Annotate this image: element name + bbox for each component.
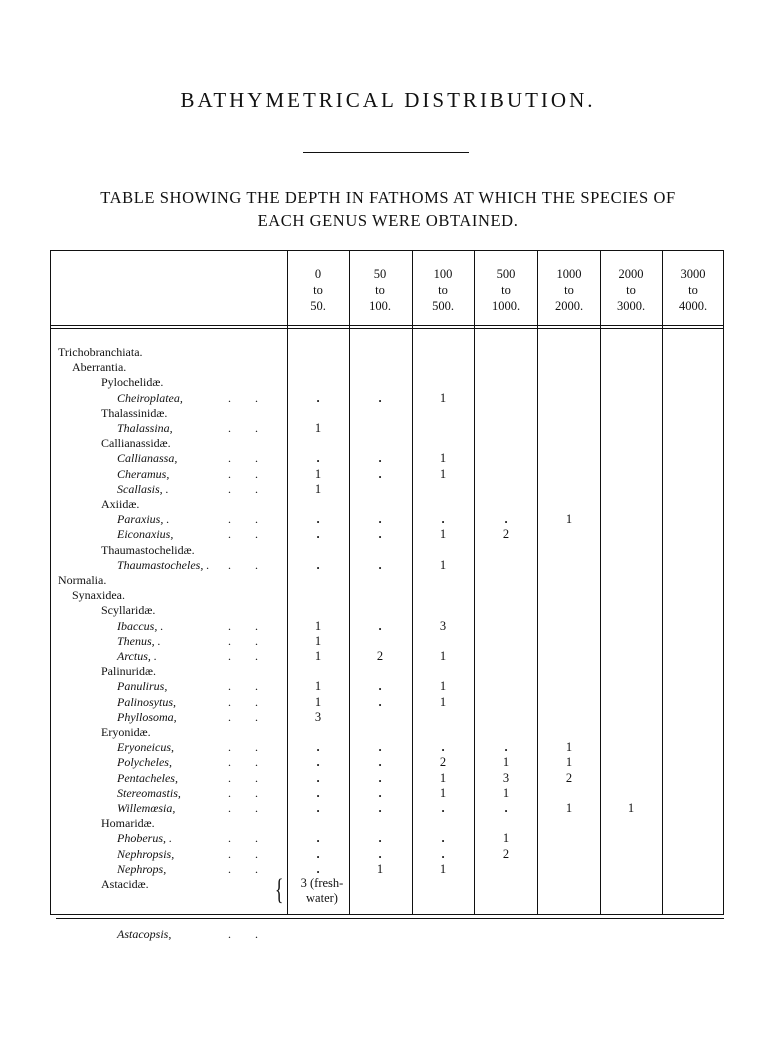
taxon-label: Homaridæ. xyxy=(101,816,155,831)
brace-symbol: { xyxy=(274,873,284,906)
leader-dots: . . xyxy=(228,861,258,876)
genus-label: Nephrops, xyxy=(117,861,167,876)
depth-cell: 1 xyxy=(502,755,510,770)
leader-dots: . . xyxy=(228,846,258,861)
column-header xyxy=(539,266,599,314)
leader-dots: . . xyxy=(228,390,258,405)
depth-cell: . xyxy=(378,846,382,861)
genus-label: Cheramus, xyxy=(117,466,170,481)
depth-cell: 3 xyxy=(314,709,322,724)
depth-cell: . xyxy=(441,801,445,815)
column-header-until: 2000. xyxy=(554,299,584,313)
genus-label: Nephropsis, xyxy=(117,846,175,861)
column-header-to-word: to xyxy=(688,283,698,297)
genus-label: Polycheles, xyxy=(117,755,172,770)
taxon-label: Astacidæ. xyxy=(101,877,149,891)
depth-cell: 1 xyxy=(376,861,384,876)
depth-cell: . xyxy=(441,512,445,527)
column-header-to-word: to xyxy=(626,283,636,297)
taxon-label: Synaxidea. xyxy=(72,588,125,603)
leader-dots: . . xyxy=(228,512,258,527)
depth-cell: 1 xyxy=(439,649,447,663)
genus-label: Pentacheles, xyxy=(117,770,178,785)
taxon-label: Eryonidæ. xyxy=(101,725,151,739)
bottom-rule xyxy=(56,918,724,919)
depth-cell: . xyxy=(378,618,382,633)
depth-cell: 1 xyxy=(439,861,447,876)
genus-label: Stereomastis, xyxy=(117,785,181,800)
column-header-to-word: to xyxy=(438,283,448,297)
column-header xyxy=(413,266,473,314)
depth-cell: . xyxy=(378,466,382,481)
depth-cell: 1 xyxy=(314,481,322,496)
genus-label: Ibaccus, . xyxy=(117,618,164,633)
leader-dots: . . xyxy=(228,770,258,785)
column-header xyxy=(663,266,723,314)
table-caption-line-2: EACH GENUS WERE OBTAINED. xyxy=(257,211,519,230)
genus-label: Paraxius, . xyxy=(117,512,170,527)
depth-cell: 1 xyxy=(627,801,635,815)
genus-label: Cheiroplatea, xyxy=(117,390,183,405)
depth-cell: . xyxy=(378,512,382,527)
leader-dots: . . xyxy=(228,801,258,815)
column-header-until: 100. xyxy=(369,299,391,313)
header-rule-top xyxy=(50,325,724,326)
column-header xyxy=(601,266,661,314)
depth-cell: 1 xyxy=(439,785,447,800)
depth-cell: 2 xyxy=(502,527,510,542)
astacopsis-note-line-1: 3 (fresh- xyxy=(300,876,344,890)
depth-cell: 3 xyxy=(439,618,447,633)
depth-cell: . xyxy=(316,846,320,861)
genus-label: Eryoneicus, xyxy=(117,740,174,755)
depth-cell: 2 xyxy=(565,770,573,785)
depth-cell: . xyxy=(316,740,320,755)
depth-cell: 2 xyxy=(502,846,510,861)
depth-cell: . xyxy=(316,801,320,815)
depth-cell: 1 xyxy=(314,466,322,481)
astacopsis-note-line-2: water) xyxy=(306,891,338,905)
column-divider xyxy=(412,250,413,915)
column-header-from: 500 xyxy=(496,267,516,281)
genus-label: Thenus, . xyxy=(117,633,161,648)
leader-dots: . . xyxy=(228,421,258,435)
depth-cell: . xyxy=(378,694,382,709)
column-header xyxy=(288,266,348,314)
taxon-label: Pylochelidæ. xyxy=(101,375,164,390)
depth-cell: 1 xyxy=(314,679,322,694)
leader-dots: . . xyxy=(228,618,258,633)
genus-label: Phoberus, . xyxy=(117,831,172,846)
depth-cell: . xyxy=(378,740,382,755)
column-header-from: 2000 xyxy=(618,267,644,281)
depth-cell: 2 xyxy=(439,755,447,770)
leader-dots: . . xyxy=(228,466,258,481)
depth-cell: 1 xyxy=(565,740,573,755)
depth-cell: . xyxy=(378,770,382,785)
column-header-to-word: to xyxy=(564,283,574,297)
depth-cell: . xyxy=(378,679,382,694)
depth-cell: 1 xyxy=(439,390,447,405)
astacopsis-freshwater-note xyxy=(292,876,352,906)
depth-cell: 1 xyxy=(439,679,447,694)
depth-cell: 1 xyxy=(439,694,447,709)
depth-cell: 1 xyxy=(565,755,573,770)
taxon-label: Normalia. xyxy=(58,573,107,587)
leader-dots: . . xyxy=(228,831,258,846)
column-header-from: 100 xyxy=(433,267,453,281)
depth-cell: . xyxy=(441,740,445,755)
column-header-from: 3000 xyxy=(680,267,706,281)
leader-dots: . . xyxy=(228,451,258,466)
depth-cell: 1 xyxy=(439,466,447,481)
leader-dots: . . xyxy=(228,527,258,542)
column-header-to-word: to xyxy=(501,283,511,297)
leader-dots: . . xyxy=(228,694,258,709)
depth-cell: . xyxy=(378,390,382,405)
depth-cell: 1 xyxy=(502,785,510,800)
leader-dots: . . xyxy=(228,649,258,663)
depth-cell: 3 xyxy=(502,770,510,785)
leader-dots: . . xyxy=(228,709,258,724)
column-header-until: 50. xyxy=(310,299,326,313)
genus-label: Thalassina, xyxy=(117,421,173,435)
leader-dots: . . xyxy=(228,927,258,942)
depth-cell: 1 xyxy=(439,451,447,466)
genus-label: Palinosytus, xyxy=(117,694,176,709)
depth-cell: 1 xyxy=(314,421,322,435)
genus-label: Eiconaxius, xyxy=(117,527,174,542)
column-header-until: 500. xyxy=(432,299,454,313)
depth-cell: . xyxy=(316,755,320,770)
column-header-from: 0 xyxy=(314,267,322,281)
leader-dots: . . xyxy=(228,740,258,755)
leader-dots: . . xyxy=(228,633,258,648)
title-rule xyxy=(303,152,469,153)
depth-cell: 1 xyxy=(439,527,447,542)
depth-cell: 1 xyxy=(439,557,447,572)
genus-label: Callianassa, xyxy=(117,451,178,466)
column-header-from: 50 xyxy=(373,267,387,281)
taxon-label: Scyllaridæ. xyxy=(101,603,156,618)
leader-dots: . . xyxy=(228,481,258,496)
depth-cell: . xyxy=(316,785,320,800)
depth-cell: . xyxy=(378,557,382,572)
depth-cell: . xyxy=(504,512,508,527)
leader-dots: . . xyxy=(228,785,258,800)
column-header-to-word: to xyxy=(375,283,385,297)
page-title: BATHYMETRICAL DISTRIBUTION. xyxy=(180,88,596,112)
column-header-from: 1000 xyxy=(556,267,582,281)
header-rule-bottom xyxy=(50,328,724,329)
taxon-label: Aberrantia. xyxy=(72,360,127,375)
depth-cell: . xyxy=(316,770,320,785)
depth-cell: . xyxy=(378,801,382,815)
column-header-to-word: to xyxy=(313,283,323,297)
depth-cell: . xyxy=(316,557,320,572)
leader-dots: . . xyxy=(228,679,258,694)
depth-cell: . xyxy=(441,846,445,861)
depth-cell: 1 xyxy=(314,649,322,663)
table-caption-line-1: TABLE SHOWING THE DEPTH IN FATHOMS AT WHICH THE SPECIES OF xyxy=(100,188,676,207)
depth-cell: 1 xyxy=(565,801,573,815)
depth-cell: 1 xyxy=(565,512,573,527)
depth-cell: . xyxy=(316,831,320,846)
column-divider xyxy=(474,250,475,915)
column-divider xyxy=(287,250,288,915)
depth-cell: . xyxy=(378,785,382,800)
taxon-label: Trichobranchiata. xyxy=(58,345,143,359)
depth-cell: . xyxy=(378,527,382,542)
taxon-label: Palinuridæ. xyxy=(101,664,157,679)
column-header xyxy=(476,266,536,314)
taxon-label: Callianassidæ. xyxy=(101,436,171,451)
depth-cell: 1 xyxy=(502,831,510,846)
genus-label: Willemœsia, xyxy=(117,801,176,815)
depth-cell: . xyxy=(316,451,320,466)
taxon-label: Thaumastochelidæ. xyxy=(101,542,195,557)
column-divider xyxy=(662,250,663,915)
depth-cell: . xyxy=(441,831,445,846)
depth-cell: . xyxy=(378,451,382,466)
depth-cell: 2 xyxy=(376,649,384,663)
depth-cell: . xyxy=(504,801,508,815)
genus-label: Thaumastocheles, . xyxy=(117,557,210,572)
depth-cell: 1 xyxy=(314,618,322,633)
genus-label: Astacopsis, xyxy=(117,927,172,942)
column-divider xyxy=(600,250,601,915)
depth-cell: 1 xyxy=(314,694,322,709)
depth-cell: . xyxy=(316,512,320,527)
depth-cell: . xyxy=(316,527,320,542)
genus-label: Arctus, . xyxy=(117,649,157,663)
depth-cell: . xyxy=(504,740,508,755)
taxon-label: Thalassinidæ. xyxy=(101,405,168,420)
column-header-until: 1000. xyxy=(491,299,521,313)
column-header-until: 3000. xyxy=(616,299,646,313)
genus-label: Phyllosoma, xyxy=(117,709,177,724)
genus-label: Scallasis, . xyxy=(117,481,169,496)
column-header xyxy=(350,266,410,314)
column-divider xyxy=(349,250,350,915)
leader-dots: . . xyxy=(228,557,258,572)
depth-cell: 1 xyxy=(314,633,322,648)
depth-cell: . xyxy=(316,861,320,876)
leader-dots: . . xyxy=(228,755,258,770)
depth-cell: 1 xyxy=(439,770,447,785)
taxon-label: Axiidæ. xyxy=(101,497,140,511)
genus-label: Panulirus, xyxy=(117,679,168,694)
depth-cell: . xyxy=(316,390,320,405)
depth-cell: . xyxy=(378,831,382,846)
column-divider xyxy=(537,250,538,915)
depth-cell: . xyxy=(378,755,382,770)
column-header-until: 4000. xyxy=(678,299,708,313)
